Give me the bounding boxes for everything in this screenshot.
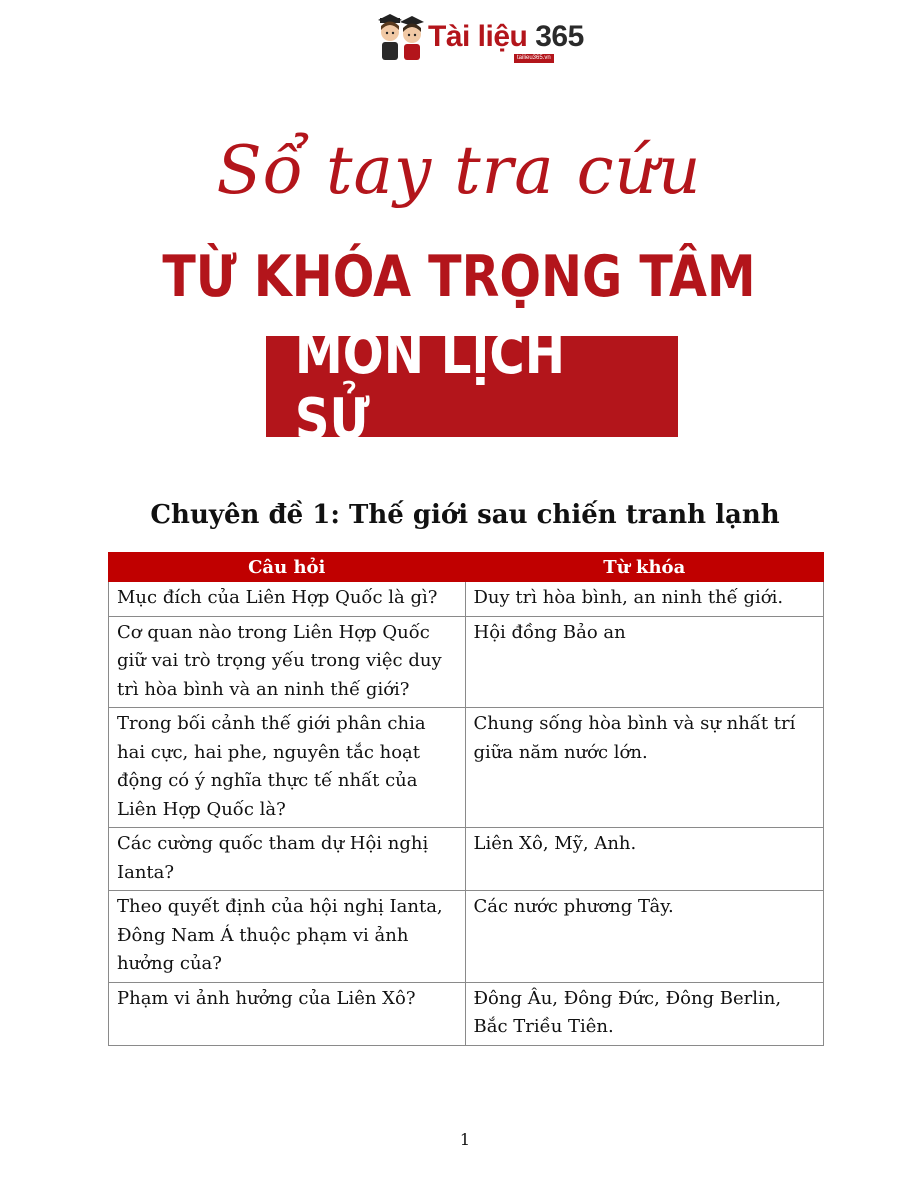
question-cell: Theo quyết định của hội nghị Ianta, Đông Nam Á thuộc phạm vi ảnh hưởng của? <box>109 891 466 983</box>
keyword-cell: Duy trì hòa bình, an ninh thế giới. <box>465 582 824 617</box>
table-row <box>109 891 824 983</box>
logo <box>376 12 584 62</box>
logo-wordmark <box>428 20 584 54</box>
keyword-cell: Đông Âu, Đông Đức, Đông Berlin, Bắc Triều Tiên. <box>465 982 824 1045</box>
keyword-cell: Chung sống hòa bình và sự nhất trí giữa năm nước lớn. <box>465 708 824 828</box>
subject-title: MÔN LỊCH SỬ <box>294 321 566 452</box>
question-cell: Các cường quốc tham dự Hội nghị Ianta? <box>109 828 466 891</box>
table-row <box>109 582 824 617</box>
header-question: Câu hỏi <box>109 553 466 582</box>
table-header-row <box>109 553 824 582</box>
header-keyword: Từ khóa <box>465 553 824 582</box>
question-cell: Cơ quan nào trong Liên Hợp Quốc giữ vai trò trọng yếu trong việc duy trì hòa bình và an ninh thế giới? <box>109 616 466 708</box>
subject-banner <box>266 321 678 452</box>
question-cell: Mục đích của Liên Hợp Quốc là gì? <box>109 582 466 617</box>
topic-heading: Chuyên đề 1: Thế giới sau chiến tranh lạnh <box>150 500 780 530</box>
logo-subtext: tailieu365.vn <box>514 54 554 63</box>
page-number: 1 <box>459 1130 471 1149</box>
keyword-table <box>108 552 824 1046</box>
keyword-cell: Các nước phương Tây. <box>465 891 824 983</box>
table-row <box>109 982 824 1045</box>
question-cell: Phạm vi ảnh hưởng của Liên Xô? <box>109 982 466 1045</box>
keyword-cell: Hội đồng Bảo an <box>465 616 824 708</box>
main-title: TỪ KHÓA TRỌNG TÂM <box>162 244 756 310</box>
table-row <box>109 616 824 708</box>
students-mascot-icon <box>376 12 426 62</box>
logo-brand: Tài liệu <box>428 20 528 53</box>
table-row <box>109 828 824 891</box>
question-cell: Trong bối cảnh thế giới phân chia hai cực, hai phe, nguyên tắc hoạt động có ý nghĩa thực tế nhất của Liên Hợp Quốc là? <box>109 708 466 828</box>
table-row <box>109 708 824 828</box>
logo-number: 365 <box>535 20 584 53</box>
script-title: Sổ tay tra cứu <box>216 132 702 209</box>
keyword-cell: Liên Xô, Mỹ, Anh. <box>465 828 824 891</box>
